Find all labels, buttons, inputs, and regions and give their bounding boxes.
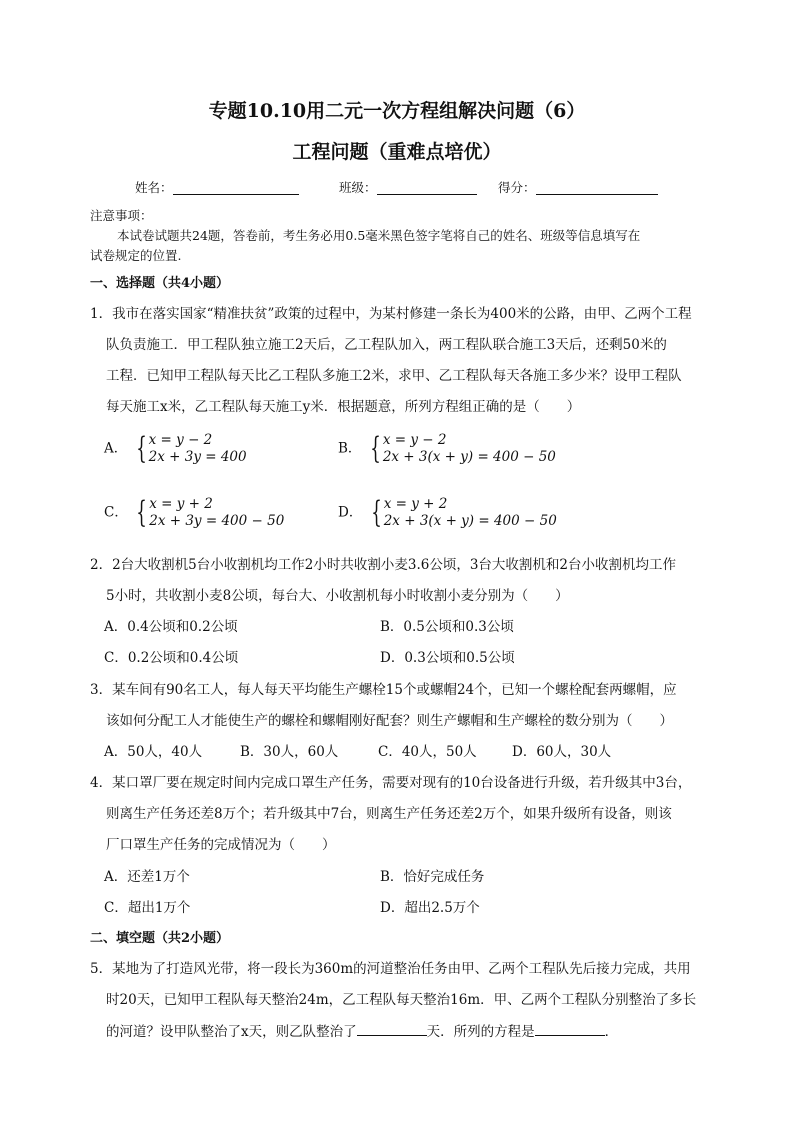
equation: 2x + 3y = 400	[148, 449, 247, 465]
q1-line-1: 1．我市在落实国家“精准扶贫”政策的过程中，为某村修建一条长为400米的公路，由甲、乙两个工程	[90, 306, 692, 322]
q1-line-3: 工程．已知甲工程队每天比乙工程队多施工2米，求甲、乙工程队每天各施工多少米？设甲工程队	[106, 368, 682, 384]
q1-option-a[interactable]	[104, 432, 247, 466]
option-label: C．	[104, 504, 128, 521]
equation-system	[384, 496, 557, 530]
q2-option-b[interactable]: B．0.5公顷和0.3公顷	[380, 619, 514, 635]
option-label: B．	[338, 440, 362, 457]
q4-line-2: 则离生产任务还差8万个；若升级其中7台，则离生产任务还差2万个，如果升级所有设备，则该	[106, 806, 672, 822]
notes-line-1: 本试卷试题共24题，答卷前，考生务必用0.5毫米黑色签字笔将自己的姓名、班级等信息填写在	[117, 228, 641, 243]
q3-line-1: 3．某车间有90名工人，每人每天平均能生产螺栓15个或螺帽24个，已知一个螺栓配套两螺帽，应	[90, 682, 677, 698]
equation: 2x + 3y = 400 − 50	[149, 513, 285, 529]
section-heading-fill: 二、填空题（共2小题）	[90, 931, 230, 946]
class-field[interactable]	[339, 178, 477, 196]
page-title: 专题10.10用二元一次方程组解决问题（6）	[208, 100, 586, 122]
equation: x = y − 2	[148, 432, 213, 448]
q3-line-2: 该如何分配工人才能使生产的螺栓和螺帽刚好配套？则生产螺帽和生产螺栓的数分别为（ ）	[106, 713, 673, 729]
brace-icon: {	[135, 431, 147, 466]
q5-answer-blank-1[interactable]	[357, 1023, 427, 1036]
q1-option-b[interactable]	[338, 432, 556, 466]
q1-line-4: 每天施工x米，乙工程队每天施工y米．根据题意，所列方程组正确的是（ ）	[106, 399, 581, 415]
page-subtitle: 工程问题（重难点培优）	[292, 141, 502, 163]
q2-option-a[interactable]: A．0.4公顷和0.2公顷	[104, 619, 238, 635]
equation: x = y − 2	[382, 432, 447, 448]
q2-line-2: 5小时，共收割小麦8公顷，每台大、小收割机每小时收割小麦分别为（ ）	[106, 588, 569, 604]
equation-system	[383, 432, 556, 466]
q4-line-1: 4．某口罩厂要在规定时间内完成口罩生产任务，需要对现有的10台设备进行升级，若升级其中3台，	[90, 775, 692, 791]
notes-line-2: 试卷规定的位置.	[90, 248, 182, 263]
q5-line-1: 5．某地为了打造风光带，将一段长为360m的河道整治任务由甲、乙两个工程队先后接力完成，共用	[90, 961, 691, 977]
q4-option-c[interactable]: C．超出1万个	[104, 900, 191, 916]
q1-line-2: 队负责施工．甲工程队独立施工2天后，乙工程队加入，两工程队联合施工3天后，还剩50米的	[106, 337, 667, 353]
q5-line-2: 时20天，已知甲工程队每天整治24m，乙工程队每天整治16m．甲、乙两个工程队分别整治了多长	[106, 992, 697, 1008]
notes-heading: 注意事项：	[90, 208, 153, 223]
name-blank[interactable]	[173, 181, 299, 195]
q5-text-b: 天．所列的方程是	[426, 1024, 535, 1040]
q5-line-3	[106, 1020, 618, 1040]
equation: 2x + 3(x + y) = 400 − 50	[383, 513, 557, 529]
brace-icon: {	[370, 431, 381, 466]
q3-option-d[interactable]: D．60人，30人	[512, 744, 612, 760]
q1-option-c[interactable]	[104, 496, 284, 530]
equation-system	[149, 496, 284, 530]
score-field[interactable]	[498, 178, 658, 196]
score-label: 得分：	[498, 180, 536, 195]
q2-line-1: 2．2台大收割机5台小收割机均工作2小时共收割小麦3.6公顷，3台大收割机和2台小收割机均工作	[90, 557, 677, 573]
q3-option-a[interactable]: A．50人，40人	[104, 744, 203, 760]
q5-answer-blank-2[interactable]	[535, 1023, 605, 1036]
q4-option-b[interactable]: B．恰好完成任务	[380, 869, 485, 885]
class-label: 班级：	[339, 180, 377, 195]
q2-option-d[interactable]: D．0.3公顷和0.5公顷	[380, 650, 515, 666]
q1-option-d[interactable]	[338, 496, 557, 530]
q5-text-a: 的河道？设甲队整治了x天，则乙队整治了	[106, 1024, 357, 1040]
name-field[interactable]	[135, 178, 299, 196]
q3-option-c[interactable]: C．40人，50人	[378, 744, 477, 760]
q3-option-b[interactable]: B．30人，60人	[240, 744, 339, 760]
brace-icon: {	[370, 495, 382, 530]
option-label: D．	[338, 504, 363, 521]
equation-system	[149, 432, 247, 466]
section-heading-choice: 一、选择题（共4小题）	[90, 276, 230, 291]
q4-option-a[interactable]: A．还差1万个	[104, 869, 190, 885]
class-blank[interactable]	[377, 181, 477, 195]
option-label: A．	[104, 440, 128, 457]
q2-option-c[interactable]: C．0.2公顷和0.4公顷	[104, 650, 239, 666]
score-blank[interactable]	[536, 181, 658, 195]
equation: x = y + 2	[383, 496, 448, 512]
q5-text-c: ．	[604, 1024, 619, 1040]
equation: x = y + 2	[149, 496, 213, 512]
q4-option-d[interactable]: D．超出2.5万个	[380, 900, 480, 916]
equation: 2x + 3(x + y) = 400 − 50	[382, 449, 556, 465]
q4-line-3: 厂口罩生产任务的完成情况为（ ）	[106, 837, 336, 853]
name-label: 姓名：	[135, 180, 173, 195]
brace-icon: {	[136, 495, 147, 530]
